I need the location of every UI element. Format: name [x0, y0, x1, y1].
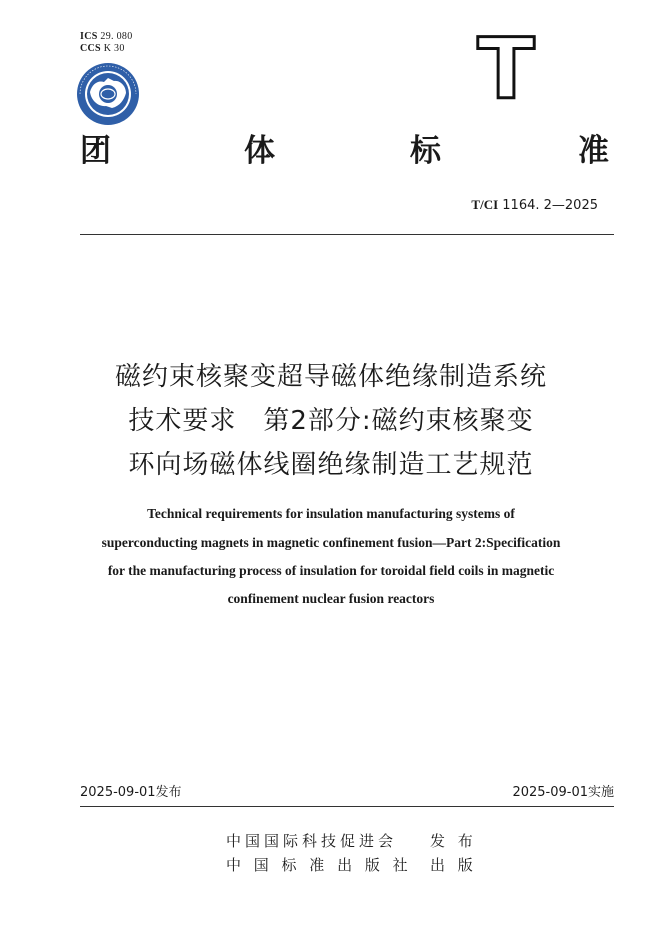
svg-text:T: T	[477, 28, 535, 104]
code-number: 1164. 2—2025	[502, 198, 598, 213]
title-cn-line-1: 磁约束核聚变超导磁体绝缘制造系统	[114, 362, 547, 392]
ccs-code: K 30	[103, 43, 125, 54]
standard-code	[471, 196, 598, 215]
title-cn-line-2: 技术要求 第2部分:磁约束核聚变	[128, 406, 534, 436]
ics-line	[80, 31, 133, 43]
publisher-action-2: 出 版	[430, 856, 477, 874]
organization-logo	[76, 62, 140, 126]
title-en-line-4: confinement nuclear fusion reactors	[227, 591, 435, 606]
std-type-char-1: 团	[80, 133, 111, 169]
code-prefix: T/CI	[471, 197, 499, 212]
top-divider	[80, 234, 614, 235]
title-en-line-2: superconducting magnets in magnetic confinement fusion—Part 2:Specification	[101, 535, 561, 550]
ics-label: ICS	[80, 31, 98, 42]
ics-code: 29. 080	[100, 31, 133, 42]
release-date: 2025-09-01发布	[80, 785, 182, 800]
title-en-line-3: for the manufacturing process of insulation for toroidal field coils in magnetic	[107, 563, 555, 578]
publisher-org-1: 中国国际科技促进会	[226, 832, 398, 850]
bottom-divider	[80, 806, 614, 807]
ccs-label: CCS	[80, 43, 101, 54]
title-en-line-1: Technical requirements for insulation manufacturing systems of	[147, 506, 515, 521]
publisher-org-2: 中 国 标 准 出 版 社	[226, 856, 412, 874]
std-type-char-2: 体	[244, 133, 275, 169]
std-type-char-4: 准	[578, 133, 609, 169]
title-cn-line-3: 环向场磁体线圈绝缘制造工艺规范	[128, 450, 534, 480]
implement-date: 2025-09-01实施	[512, 785, 614, 800]
publisher-action-1: 发 布	[430, 832, 477, 850]
category-letter-t	[476, 28, 536, 104]
ccs-line	[80, 43, 125, 55]
std-type-char-3: 标	[410, 133, 441, 169]
